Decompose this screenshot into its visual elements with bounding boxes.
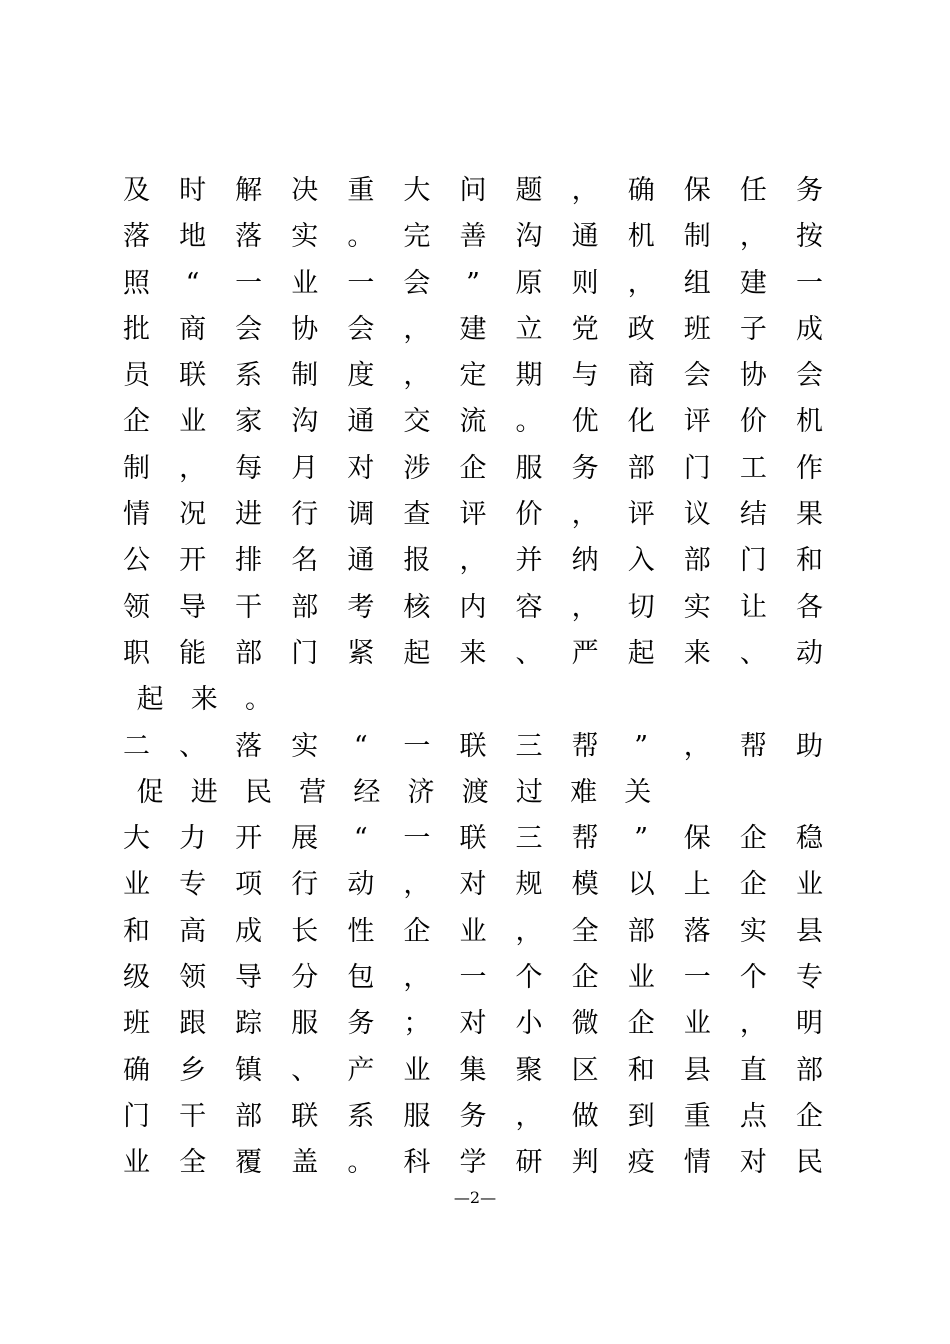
text-line: 确 乡 镇 、 产 业 集 聚 区 和 县 直 部 xyxy=(123,1054,823,1086)
text-line: 及 时 解 决 重 大 问 题 ， 确 保 任 务 xyxy=(123,175,823,206)
text-line: 情 况 进 行 调 查 评 价 ， 评 议 结 果 xyxy=(123,499,823,531)
text-line: 起 来 。 xyxy=(136,684,272,716)
text-line: 业 专 项 行 动 ， 对 规 模 以 上 企 业 xyxy=(123,869,823,901)
text-line: 业 全 覆 盖 。 科 学 研 判 疫 情 对 民 xyxy=(123,1147,823,1179)
text-line: 促 进 民 营 经 济 渡 过 难 关 xyxy=(136,776,652,808)
text-line: 门 干 部 联 系 服 务 ， 做 到 重 点 企 xyxy=(123,1100,823,1132)
text-line: 制 ， 每 月 对 涉 企 服 务 部 门 工 作 xyxy=(123,452,823,484)
text-line: 员 联 系 制 度 ， 定 期 与 商 会 协 会 xyxy=(123,360,823,392)
text-line: 领 导 干 部 考 核 内 容 ， 切 实 让 各 xyxy=(123,591,823,623)
text-line: 班 跟 踪 服 务 ； 对 小 微 企 业 ， 明 xyxy=(123,1008,823,1040)
text-line: 照 “ 一 业 一 会 ” 原 则 ， 组 建 一 xyxy=(123,267,823,299)
text-line: 职 能 部 门 紧 起 来 、 严 起 来 、 动 xyxy=(123,637,823,669)
document-body xyxy=(123,168,823,1187)
text-line: 公 开 排 名 通 报 ， 并 纳 入 部 门 和 xyxy=(123,545,823,577)
text-line: 和 高 成 长 性 企 业 ， 全 部 落 实 县 xyxy=(123,915,823,947)
text-line: 大 力 开 展 “ 一 联 三 帮 ” 保 企 稳 xyxy=(123,823,823,855)
text-line: 级 领 导 分 包 ， 一 个 企 业 一 个 专 xyxy=(123,962,823,994)
text-line: 企 业 家 沟 通 交 流 。 优 化 评 价 机 xyxy=(123,406,823,438)
text-line: 二 、 落 实 “ 一 联 三 帮 ” ， 帮 助 xyxy=(123,730,823,762)
text-line: 落 地 落 实 。 完 善 沟 通 机 制 ， 按 xyxy=(123,221,823,253)
page-number: —2— xyxy=(453,1188,497,1207)
text-line: 批 商 会 协 会 ， 建 立 党 政 班 子 成 xyxy=(123,313,823,345)
